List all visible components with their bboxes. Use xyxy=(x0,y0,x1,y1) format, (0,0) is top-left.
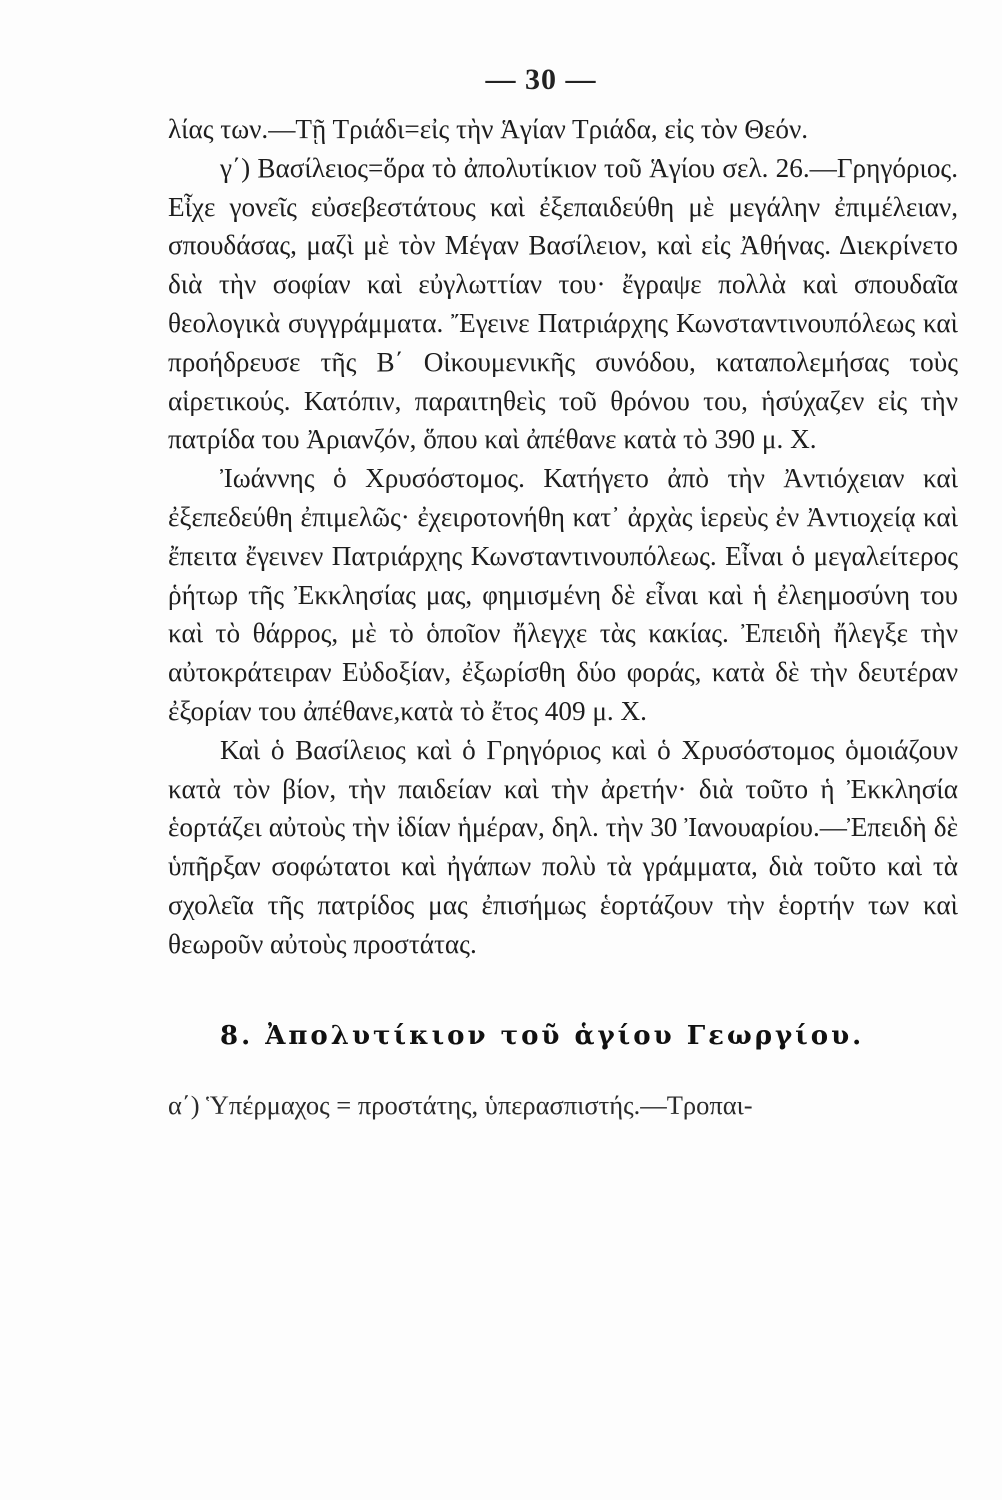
paragraph-2: γ΄) Βασίλειος=ὅρα τὸ ἀπολυτίκιον τοῦ Ἁγίου σελ. 26.—Γρηγόριος. Εἶχε γονεῖς εὐσεβεστάτους καὶ ἐξεπαιδεύθη μὲ μεγάλην ἐπιμέλειαν, σπουδάσας, μαζὶ μὲ τὸν Μέγαν Βασίλειον, καὶ εἰς Ἀθήνας. Διεκρίνετο διὰ τὴν σοφίαν καὶ εὐγλωττίαν του· ἔγραψε πολλὰ καὶ σπουδαῖα θεολογικὰ συγγράμματα. Ἔγεινε Πατριάρχης Κωνσταντινουπόλεως καὶ προήδρευσε τῆς Β΄ Οἰκουμενικῆς συνόδου, καταπολεμήσας τοὺς αἱρετικούς. Κατόπιν, παραιτηθεὶς τοῦ θρόνου του, ἡσύχαζεν εἰς τὴν πατρίδα του Ἀριανζόν, ὅπου καὶ ἀπέθανε κατὰ τὸ 390 μ. Χ. xyxy=(168,152,958,455)
section-heading: 8. Ἀπολυτίκιον τοῦ ἁγίου Γεωργίου. xyxy=(220,1020,865,1051)
body-text xyxy=(168,110,958,964)
page-number: — 30 — xyxy=(485,63,597,96)
paragraph-3: Ἰωάννης ὁ Χρυσόστομος. Κατήγετο ἀπὸ τὴν Ἀντιόχειαν καὶ ἐξεπεδεύθη ἐπιμελῶς· ἐχειροτονήθη κατ᾿ ἀρχὰς ἱερεὺς ἐν Ἀντιοχείᾳ καὶ ἔπειτα ἔγεινεν Πατριάρχης Κωνσταντινουπόλεως. Εἶναι ὁ μεγαλείτερος ῥήτωρ τῆς Ἐκκλησίας μας, φημισμένη δὲ εἶναι καὶ ἡ ἐλεημοσύνη του καὶ τὸ θάρρος, μὲ τὸ ὁποῖον ἤλεγχε τὰς κακίας. Ἐπειδὴ ἤλεγξε τὴν αὐτοκράτειραν Εὐδοξίαν, ἐξωρίσθη δύο φοράς, κατὰ δὲ τὴν δευτέραν ἐξορίαν του ἀπέθανε,κατὰ τὸ ἔτος 409 μ. Χ. xyxy=(168,463,958,726)
paragraph-1: λίας των.—Τῇ Τριάδι=εἰς τὴν Ἁγίαν Τριάδα, εἰς τὸν Θεόν. xyxy=(168,114,809,144)
paragraph-4: Καὶ ὁ Βασίλειος καὶ ὁ Γρηγόριος καὶ ὁ Χρυσόστομος ὁμοιάζουν κατὰ τὸν βίον, τὴν παιδείαν καὶ τὴν ἀρετήν· διὰ τοῦτο ἡ Ἐκκλησία ἑορτάζει αὐτοὺς τὴν ἰδίαν ἡμέραν, δηλ. τὴν 30 Ἰανουαρίου.—Ἐπειδὴ δὲ ὑπῆρξαν σοφώτατοι καὶ ἠγάπων πολὺ τὰ γράμματα, διὰ τοῦτο καὶ τὰ σχολεῖα τῆς πατρίδος μας ἐπισήμως ἑορτάζουν τὴν ἑορτήν των καὶ θεωροῦν αὐτοὺς προστάτας. xyxy=(168,734,958,959)
paragraph-5-start: α΄) Ὑπέρμαχος = προστάτης, ὑπερασπιστής.—Τροπαι- xyxy=(168,1089,753,1120)
